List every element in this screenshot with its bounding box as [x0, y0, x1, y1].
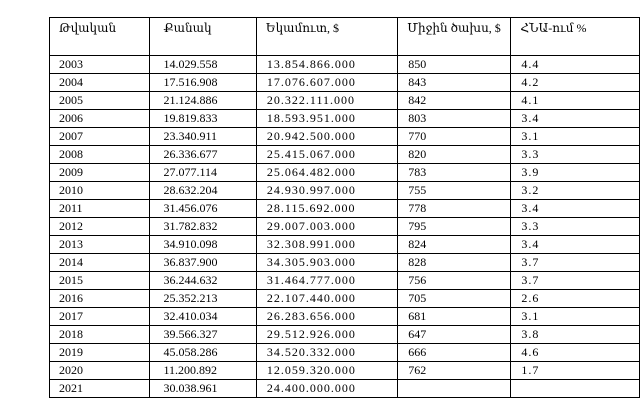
- average-spending-cell: 842: [398, 92, 511, 110]
- gdp-share-cell: 3.7: [511, 272, 640, 290]
- average-spending-cell: 647: [398, 326, 511, 344]
- average-spending-cell: 705: [398, 290, 511, 308]
- quantity-cell: 30.038.961: [149, 380, 256, 398]
- table-row: [50, 128, 640, 146]
- table-row: [50, 254, 640, 272]
- average-spending-cell: 681: [398, 308, 511, 326]
- table-row: [50, 92, 640, 110]
- revenue-cell: 24.930.997.000: [256, 182, 397, 200]
- table-row: [50, 218, 640, 236]
- header-average-spending: Միջին ծախս, $: [398, 18, 511, 56]
- revenue-cell: 25.415.067.000: [256, 146, 397, 164]
- gdp-share-cell: 3.4: [511, 236, 640, 254]
- revenue-cell: 28.115.692.000: [256, 200, 397, 218]
- year-cell: 2009: [50, 164, 150, 182]
- quantity-cell: 23.340.911: [149, 128, 256, 146]
- year-cell: 2004: [50, 74, 150, 92]
- quantity-cell: 36.837.900: [149, 254, 256, 272]
- year-cell: 2010: [50, 182, 150, 200]
- header-quantity: Քանակ: [149, 18, 256, 56]
- year-cell: 2019: [50, 344, 150, 362]
- revenue-cell: 22.107.440.000: [256, 290, 397, 308]
- average-spending-cell: 843: [398, 74, 511, 92]
- revenue-cell: 29.512.926.000: [256, 326, 397, 344]
- table-row: [50, 272, 640, 290]
- table-row: [50, 236, 640, 254]
- table-row: [50, 344, 640, 362]
- gdp-share-cell: [511, 380, 640, 398]
- table-header-row: [50, 18, 640, 56]
- table-row: [50, 308, 640, 326]
- average-spending-cell: 820: [398, 146, 511, 164]
- year-cell: 2020: [50, 362, 150, 380]
- year-cell: 2016: [50, 290, 150, 308]
- table-row: [50, 362, 640, 380]
- table-row: [50, 380, 640, 398]
- data-table-container: [49, 17, 640, 398]
- year-cell: 2011: [50, 200, 150, 218]
- average-spending-cell: 756: [398, 272, 511, 290]
- table-row: [50, 200, 640, 218]
- quantity-cell: 31.782.832: [149, 218, 256, 236]
- average-spending-cell: 824: [398, 236, 511, 254]
- quantity-cell: 32.410.034: [149, 308, 256, 326]
- year-cell: 2018: [50, 326, 150, 344]
- quantity-cell: 26.336.677: [149, 146, 256, 164]
- table-row: [50, 164, 640, 182]
- revenue-cell: 31.464.777.000: [256, 272, 397, 290]
- average-spending-cell: 783: [398, 164, 511, 182]
- year-cell: 2014: [50, 254, 150, 272]
- gdp-share-cell: 3.3: [511, 218, 640, 236]
- average-spending-cell: 755: [398, 182, 511, 200]
- quantity-cell: 17.516.908: [149, 74, 256, 92]
- average-spending-cell: [398, 380, 511, 398]
- year-cell: 2013: [50, 236, 150, 254]
- quantity-cell: 27.077.114: [149, 164, 256, 182]
- revenue-cell: 13.854.866.000: [256, 56, 397, 74]
- gdp-share-cell: 3.1: [511, 308, 640, 326]
- revenue-cell: 29.007.003.000: [256, 218, 397, 236]
- gdp-share-cell: 3.1: [511, 128, 640, 146]
- revenue-cell: 34.305.903.000: [256, 254, 397, 272]
- average-spending-cell: 770: [398, 128, 511, 146]
- year-cell: 2007: [50, 128, 150, 146]
- gdp-share-cell: 3.7: [511, 254, 640, 272]
- average-spending-cell: 666: [398, 344, 511, 362]
- revenue-cell: 18.593.951.000: [256, 110, 397, 128]
- statistics-table: [49, 17, 640, 398]
- gdp-share-cell: 4.6: [511, 344, 640, 362]
- year-cell: 2012: [50, 218, 150, 236]
- quantity-cell: 39.566.327: [149, 326, 256, 344]
- year-cell: 2006: [50, 110, 150, 128]
- gdp-share-cell: 3.3: [511, 146, 640, 164]
- revenue-cell: 20.322.111.000: [256, 92, 397, 110]
- gdp-share-cell: 4.1: [511, 92, 640, 110]
- table-row: [50, 182, 640, 200]
- average-spending-cell: 778: [398, 200, 511, 218]
- year-cell: 2015: [50, 272, 150, 290]
- revenue-cell: 12.059.320.000: [256, 362, 397, 380]
- gdp-share-cell: 4.2: [511, 74, 640, 92]
- gdp-share-cell: 4.4: [511, 56, 640, 74]
- table-body: [50, 56, 640, 398]
- quantity-cell: 19.819.833: [149, 110, 256, 128]
- quantity-cell: 36.244.632: [149, 272, 256, 290]
- average-spending-cell: 828: [398, 254, 511, 272]
- year-cell: 2021: [50, 380, 150, 398]
- year-cell: 2017: [50, 308, 150, 326]
- quantity-cell: 28.632.204: [149, 182, 256, 200]
- header-revenue: Եկամուտ, $: [256, 18, 397, 56]
- header-year: Թվական: [50, 18, 150, 56]
- average-spending-cell: 803: [398, 110, 511, 128]
- quantity-cell: 11.200.892: [149, 362, 256, 380]
- table-row: [50, 56, 640, 74]
- average-spending-cell: 795: [398, 218, 511, 236]
- gdp-share-cell: 3.8: [511, 326, 640, 344]
- quantity-cell: 21.124.886: [149, 92, 256, 110]
- quantity-cell: 25.352.213: [149, 290, 256, 308]
- gdp-share-cell: 3.4: [511, 200, 640, 218]
- table-row: [50, 326, 640, 344]
- table-row: [50, 110, 640, 128]
- table-row: [50, 146, 640, 164]
- revenue-cell: 24.400.000.000: [256, 380, 397, 398]
- revenue-cell: 20.942.500.000: [256, 128, 397, 146]
- revenue-cell: 34.520.332.000: [256, 344, 397, 362]
- quantity-cell: 14.029.558: [149, 56, 256, 74]
- average-spending-cell: 762: [398, 362, 511, 380]
- quantity-cell: 31.456.076: [149, 200, 256, 218]
- year-cell: 2005: [50, 92, 150, 110]
- gdp-share-cell: 3.4: [511, 110, 640, 128]
- year-cell: 2008: [50, 146, 150, 164]
- gdp-share-cell: 3.2: [511, 182, 640, 200]
- revenue-cell: 32.308.991.000: [256, 236, 397, 254]
- quantity-cell: 45.058.286: [149, 344, 256, 362]
- gdp-share-cell: 1.7: [511, 362, 640, 380]
- header-gdp-share: ՀՆԱ-ում %: [511, 18, 640, 56]
- gdp-share-cell: 3.9: [511, 164, 640, 182]
- revenue-cell: 26.283.656.000: [256, 308, 397, 326]
- revenue-cell: 25.064.482.000: [256, 164, 397, 182]
- average-spending-cell: 850: [398, 56, 511, 74]
- table-row: [50, 290, 640, 308]
- revenue-cell: 17.076.607.000: [256, 74, 397, 92]
- gdp-share-cell: 2.6: [511, 290, 640, 308]
- quantity-cell: 34.910.098: [149, 236, 256, 254]
- year-cell: 2003: [50, 56, 150, 74]
- table-row: [50, 74, 640, 92]
